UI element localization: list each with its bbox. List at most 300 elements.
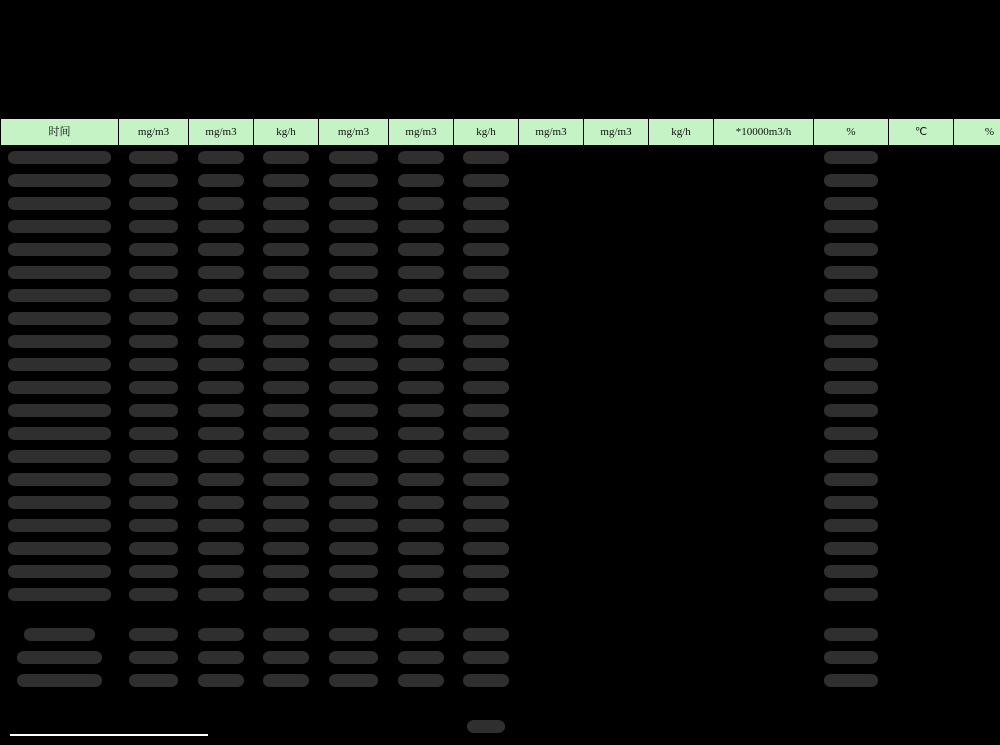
cell-dust_rate xyxy=(649,669,714,692)
redacted-value xyxy=(463,243,509,256)
cell-so2_conc xyxy=(119,669,189,692)
cell-nox_std xyxy=(389,215,454,238)
cell-humidity xyxy=(954,583,1000,606)
cell-o2 xyxy=(814,353,889,376)
footer-block-left xyxy=(0,690,366,745)
cell-nox_std xyxy=(389,623,454,646)
cell-dust_std xyxy=(584,261,649,284)
column-header-temperature: ℃ xyxy=(889,119,954,146)
column-header-so2_conc: mg/m3 xyxy=(119,119,189,146)
redacted-value xyxy=(198,651,244,664)
cell-nox_conc xyxy=(319,514,389,537)
cell-nox_conc xyxy=(319,468,389,491)
cell-time xyxy=(1,215,119,238)
cell-dust_std xyxy=(584,583,649,606)
redacted-value xyxy=(824,312,877,325)
cell-so2_conc xyxy=(119,146,189,169)
cell-dust_rate xyxy=(649,537,714,560)
cell-nox_std xyxy=(389,399,454,422)
redacted-value xyxy=(129,151,179,164)
cell-temperature xyxy=(889,623,954,646)
cell-temperature xyxy=(889,560,954,583)
cell-temperature xyxy=(889,169,954,192)
cell-so2_rate xyxy=(254,307,319,330)
redacted-value xyxy=(398,289,444,302)
redacted-value xyxy=(463,542,509,555)
redacted-value xyxy=(329,542,379,555)
masthead-block-right xyxy=(744,60,1000,118)
cell-temperature xyxy=(889,284,954,307)
footer-underline xyxy=(10,734,208,736)
redacted-value xyxy=(463,651,509,664)
redacted-value xyxy=(398,519,444,532)
cell-nox_std xyxy=(389,376,454,399)
redacted-value xyxy=(824,197,877,210)
table-body xyxy=(1,146,1000,738)
redacted-value xyxy=(398,651,444,664)
cell-flow xyxy=(714,623,814,646)
cell-dust_std xyxy=(584,353,649,376)
cell-flow xyxy=(714,261,814,284)
cell-temperature xyxy=(889,468,954,491)
cell-humidity xyxy=(954,606,1000,623)
cell-nox_rate xyxy=(454,307,519,330)
redacted-value xyxy=(263,542,309,555)
redacted-value xyxy=(8,496,111,509)
cell-flow xyxy=(714,514,814,537)
cell-temperature xyxy=(889,445,954,468)
cell-humidity xyxy=(954,215,1000,238)
cell-temperature xyxy=(889,238,954,261)
cell-so2_std xyxy=(189,669,254,692)
cell-o2 xyxy=(814,261,889,284)
redacted-value xyxy=(824,519,877,532)
redacted-value xyxy=(198,266,244,279)
cell-so2_rate xyxy=(254,537,319,560)
cell-nox_rate xyxy=(454,606,519,623)
cell-flow xyxy=(714,192,814,215)
cell-dust_rate xyxy=(649,560,714,583)
redacted-value xyxy=(329,496,379,509)
redacted-value xyxy=(263,450,309,463)
cell-nox_conc xyxy=(319,422,389,445)
cell-nox_rate xyxy=(454,583,519,606)
cell-nox_std xyxy=(389,583,454,606)
redacted-value xyxy=(198,450,244,463)
cell-so2_conc xyxy=(119,399,189,422)
redacted-value xyxy=(198,289,244,302)
cell-nox_conc xyxy=(319,284,389,307)
cell-time xyxy=(1,445,119,468)
cell-so2_conc xyxy=(119,169,189,192)
cell-flow xyxy=(714,284,814,307)
cell-dust_std xyxy=(584,376,649,399)
cell-nox_rate xyxy=(454,445,519,468)
cell-so2_std xyxy=(189,192,254,215)
cell-so2_rate xyxy=(254,376,319,399)
redacted-value xyxy=(263,312,309,325)
cell-nox_conc xyxy=(319,623,389,646)
cell-nox_rate xyxy=(454,238,519,261)
redacted-value xyxy=(198,473,244,486)
redacted-value xyxy=(398,404,444,417)
measurement-table-wrapper xyxy=(0,118,1000,738)
cell-dust_conc xyxy=(519,261,584,284)
redacted-value xyxy=(463,289,509,302)
cell-temperature xyxy=(889,215,954,238)
cell-so2_conc xyxy=(119,560,189,583)
table-row xyxy=(1,623,1000,646)
redacted-value xyxy=(329,651,379,664)
cell-nox_conc xyxy=(319,646,389,669)
cell-time xyxy=(1,669,119,692)
cell-o2 xyxy=(814,284,889,307)
redacted-value xyxy=(129,266,179,279)
cell-flow xyxy=(714,330,814,353)
cell-so2_std xyxy=(189,560,254,583)
redacted-value xyxy=(198,220,244,233)
redacted-value xyxy=(24,628,94,641)
redacted-value xyxy=(17,674,101,687)
cell-nox_std xyxy=(389,146,454,169)
cell-humidity xyxy=(954,330,1000,353)
cell-nox_rate xyxy=(454,330,519,353)
cell-so2_rate xyxy=(254,514,319,537)
redacted-value xyxy=(198,174,244,187)
cell-o2 xyxy=(814,646,889,669)
table-row-spacer xyxy=(1,606,1000,623)
cell-time xyxy=(1,192,119,215)
table-row xyxy=(1,376,1000,399)
measurement-table xyxy=(0,118,1000,738)
table-row xyxy=(1,353,1000,376)
table-row xyxy=(1,215,1000,238)
cell-so2_std xyxy=(189,238,254,261)
redacted-value xyxy=(129,358,179,371)
cell-humidity xyxy=(954,560,1000,583)
cell-so2_rate xyxy=(254,491,319,514)
cell-flow xyxy=(714,669,814,692)
redacted-value xyxy=(329,404,379,417)
cell-dust_std xyxy=(584,192,649,215)
cell-dust_conc xyxy=(519,146,584,169)
redacted-value xyxy=(198,197,244,210)
redacted-value xyxy=(129,381,179,394)
redacted-value xyxy=(129,588,179,601)
cell-o2 xyxy=(814,583,889,606)
redacted-value xyxy=(198,496,244,509)
redacted-value xyxy=(8,519,111,532)
redacted-value xyxy=(463,674,509,687)
cell-so2_conc xyxy=(119,261,189,284)
cell-time xyxy=(1,560,119,583)
cell-so2_conc xyxy=(119,537,189,560)
redacted-value xyxy=(263,243,309,256)
column-header-so2_std: mg/m3 xyxy=(189,119,254,146)
redacted-value xyxy=(463,358,509,371)
cell-humidity xyxy=(954,422,1000,445)
redacted-value xyxy=(198,151,244,164)
cell-so2_conc xyxy=(119,514,189,537)
redacted-value xyxy=(824,220,877,233)
cell-dust_conc xyxy=(519,330,584,353)
cell-dust_std xyxy=(584,560,649,583)
cell-nox_std xyxy=(389,261,454,284)
cell-so2_rate xyxy=(254,215,319,238)
cell-o2 xyxy=(814,192,889,215)
cell-dust_rate xyxy=(649,284,714,307)
redacted-value xyxy=(329,588,379,601)
redacted-value xyxy=(263,151,309,164)
cell-time xyxy=(1,491,119,514)
cell-so2_conc xyxy=(119,238,189,261)
redacted-value xyxy=(329,473,379,486)
table-row xyxy=(1,491,1000,514)
cell-temperature xyxy=(889,514,954,537)
cell-time xyxy=(1,514,119,537)
cell-dust_std xyxy=(584,491,649,514)
redacted-value xyxy=(8,427,111,440)
redacted-value xyxy=(463,588,509,601)
cell-so2_rate xyxy=(254,583,319,606)
cell-humidity xyxy=(954,646,1000,669)
table-row xyxy=(1,646,1000,669)
cell-o2 xyxy=(814,376,889,399)
redacted-value xyxy=(398,473,444,486)
cell-so2_conc xyxy=(119,284,189,307)
cell-so2_rate xyxy=(254,468,319,491)
redacted-value xyxy=(263,381,309,394)
cell-dust_conc xyxy=(519,399,584,422)
table-row xyxy=(1,307,1000,330)
cell-humidity xyxy=(954,376,1000,399)
cell-flow xyxy=(714,468,814,491)
redacted-value xyxy=(263,427,309,440)
cell-nox_conc xyxy=(319,606,389,623)
cell-nox_std xyxy=(389,606,454,623)
cell-flow xyxy=(714,537,814,560)
table-row xyxy=(1,560,1000,583)
cell-dust_rate xyxy=(649,399,714,422)
cell-flow xyxy=(714,376,814,399)
cell-humidity xyxy=(954,669,1000,692)
cell-temperature xyxy=(889,491,954,514)
cell-time xyxy=(1,422,119,445)
cell-so2_std xyxy=(189,646,254,669)
redacted-value xyxy=(263,220,309,233)
redacted-value xyxy=(329,427,379,440)
cell-dust_std xyxy=(584,422,649,445)
cell-so2_conc xyxy=(119,623,189,646)
cell-humidity xyxy=(954,623,1000,646)
cell-dust_conc xyxy=(519,669,584,692)
cell-nox_conc xyxy=(319,669,389,692)
redacted-value xyxy=(398,312,444,325)
redacted-value xyxy=(129,312,179,325)
redacted-value xyxy=(8,151,111,164)
cell-dust_conc xyxy=(519,514,584,537)
redacted-value xyxy=(129,651,179,664)
cell-o2 xyxy=(814,399,889,422)
cell-so2_rate xyxy=(254,146,319,169)
redacted-value xyxy=(8,312,111,325)
redacted-value xyxy=(824,651,877,664)
cell-dust_rate xyxy=(649,606,714,623)
redacted-value xyxy=(398,674,444,687)
cell-nox_std xyxy=(389,284,454,307)
cell-o2 xyxy=(814,537,889,560)
cell-dust_std xyxy=(584,238,649,261)
redacted-value xyxy=(198,427,244,440)
cell-time xyxy=(1,146,119,169)
cell-nox_conc xyxy=(319,307,389,330)
cell-so2_rate xyxy=(254,238,319,261)
redacted-value xyxy=(198,565,244,578)
redacted-value xyxy=(398,151,444,164)
cell-time xyxy=(1,583,119,606)
cell-time xyxy=(1,623,119,646)
redacted-value xyxy=(398,628,444,641)
cell-dust_rate xyxy=(649,261,714,284)
cell-dust_rate xyxy=(649,146,714,169)
redacted-value xyxy=(463,312,509,325)
cell-nox_rate xyxy=(454,468,519,491)
cell-dust_conc xyxy=(519,445,584,468)
table-row xyxy=(1,583,1000,606)
cell-flow xyxy=(714,606,814,623)
redacted-value xyxy=(8,335,111,348)
cell-dust_rate xyxy=(649,169,714,192)
redacted-value xyxy=(329,358,379,371)
redacted-value xyxy=(824,335,877,348)
redacted-value xyxy=(263,197,309,210)
cell-so2_conc xyxy=(119,330,189,353)
cell-nox_std xyxy=(389,330,454,353)
table-row xyxy=(1,514,1000,537)
table-row xyxy=(1,399,1000,422)
cell-dust_conc xyxy=(519,491,584,514)
cell-time xyxy=(1,606,119,623)
cell-nox_conc xyxy=(319,261,389,284)
redacted-value xyxy=(8,404,111,417)
cell-o2 xyxy=(814,422,889,445)
cell-humidity xyxy=(954,284,1000,307)
redacted-value xyxy=(463,450,509,463)
redacted-value xyxy=(329,565,379,578)
redacted-value xyxy=(263,674,309,687)
redacted-value xyxy=(8,565,111,578)
cell-so2_conc xyxy=(119,445,189,468)
cell-o2 xyxy=(814,623,889,646)
cell-o2 xyxy=(814,146,889,169)
cell-o2 xyxy=(814,445,889,468)
redacted-value xyxy=(329,335,379,348)
redacted-value xyxy=(398,266,444,279)
cell-temperature xyxy=(889,307,954,330)
cell-so2_rate xyxy=(254,353,319,376)
redacted-value xyxy=(329,628,379,641)
cell-temperature xyxy=(889,646,954,669)
cell-o2 xyxy=(814,169,889,192)
redacted-value xyxy=(129,565,179,578)
cell-dust_rate xyxy=(649,468,714,491)
cell-nox_rate xyxy=(454,623,519,646)
cell-nox_rate xyxy=(454,376,519,399)
cell-so2_std xyxy=(189,422,254,445)
redacted-value xyxy=(398,220,444,233)
column-header-dust_std: mg/m3 xyxy=(584,119,649,146)
cell-flow xyxy=(714,583,814,606)
cell-nox_rate xyxy=(454,537,519,560)
redacted-value xyxy=(463,473,509,486)
cell-so2_rate xyxy=(254,422,319,445)
cell-nox_rate xyxy=(454,284,519,307)
cell-flow xyxy=(714,169,814,192)
cell-temperature xyxy=(889,146,954,169)
cell-temperature xyxy=(889,422,954,445)
cell-time xyxy=(1,646,119,669)
cell-dust_conc xyxy=(519,560,584,583)
redacted-value xyxy=(129,674,179,687)
table-header-row xyxy=(1,119,1000,146)
redacted-value xyxy=(398,197,444,210)
cell-dust_std xyxy=(584,146,649,169)
cell-o2 xyxy=(814,238,889,261)
cell-nox_std xyxy=(389,238,454,261)
redacted-value xyxy=(129,519,179,532)
masthead-block-middle xyxy=(366,32,744,118)
cell-flow xyxy=(714,422,814,445)
redacted-value xyxy=(824,628,877,641)
cell-nox_conc xyxy=(319,445,389,468)
cell-humidity xyxy=(954,261,1000,284)
cell-dust_std xyxy=(584,606,649,623)
cell-so2_rate xyxy=(254,646,319,669)
cell-dust_std xyxy=(584,284,649,307)
cell-nox_conc xyxy=(319,583,389,606)
cell-nox_conc xyxy=(319,491,389,514)
redacted-value xyxy=(329,243,379,256)
cell-nox_conc xyxy=(319,238,389,261)
redacted-value xyxy=(198,381,244,394)
cell-dust_std xyxy=(584,215,649,238)
cell-dust_conc xyxy=(519,376,584,399)
cell-dust_conc xyxy=(519,537,584,560)
cell-time xyxy=(1,238,119,261)
cell-so2_conc xyxy=(119,646,189,669)
redacted-value xyxy=(263,565,309,578)
cell-dust_conc xyxy=(519,169,584,192)
redacted-value xyxy=(398,496,444,509)
cell-nox_conc xyxy=(319,353,389,376)
redacted-value xyxy=(263,588,309,601)
cell-o2 xyxy=(814,307,889,330)
cell-nox_std xyxy=(389,669,454,692)
redacted-value xyxy=(463,427,509,440)
column-header-time: 时间 xyxy=(1,119,119,146)
cell-time xyxy=(1,307,119,330)
column-header-so2_rate: kg/h xyxy=(254,119,319,146)
column-header-flow: *10000m3/h xyxy=(714,119,814,146)
cell-time xyxy=(1,399,119,422)
redacted-value xyxy=(8,473,111,486)
cell-dust_rate xyxy=(649,307,714,330)
redacted-value xyxy=(198,588,244,601)
cell-time xyxy=(1,330,119,353)
cell-time xyxy=(1,284,119,307)
redacted-value xyxy=(129,220,179,233)
cell-so2_std xyxy=(189,514,254,537)
